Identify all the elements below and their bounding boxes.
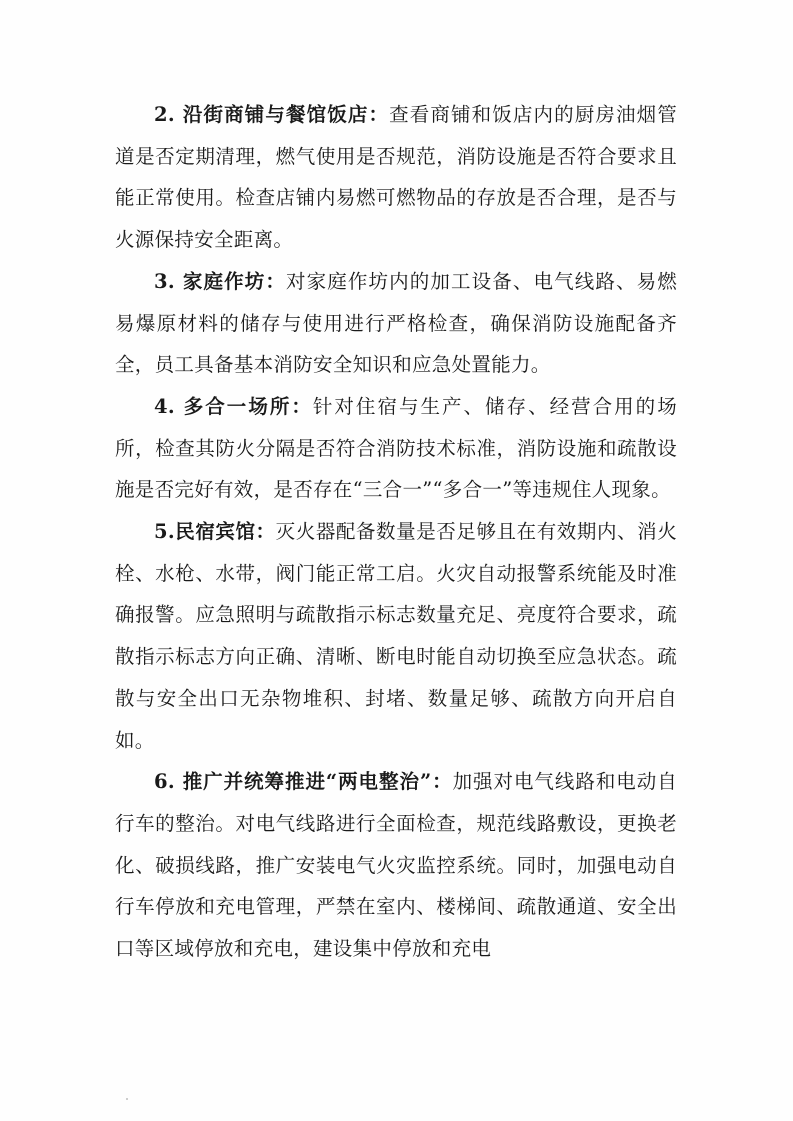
document-body: [115, 94, 677, 970]
paragraph-heading: 6. 推广并统筹推进“两电整治”：: [154, 770, 453, 794]
paragraph-text: 查看商铺和饭店内的厨房油烟管道是否定期清理，燃气使用是否规范，消防设施是否符合要求且能正常使用。检查店铺内易燃可燃物品的存放是否合理，是否与火源保持安全距离。: [115, 103, 678, 252]
scan-speck: [126, 1098, 128, 1100]
paragraph-heading: 2. 沿街商铺与餐馆饭店：: [154, 103, 390, 126]
paragraph-heading: 3. 家庭作坊：: [154, 269, 286, 293]
paragraph-shops-restaurants: [115, 94, 677, 261]
paragraph-text: 灭火器配备数量是否足够且在有效期内、消火栓、水枪、水带，阀门能正常工启。火灾自动报警系统能及时准确报警。应急照明与疏散指示标志数量充足、亮度符合要求，疏散指示标志方向正确、清晰、断电时能自动切换至应急状态。疏散与安全出口无杂物堆积、封堵、数量足够、疏散方向开启自如。: [115, 520, 677, 752]
paragraph-text: 针对住宿与生产、储存、经营合用的场所，检查其防火分隔是否符合消防技术标准，消防设施和疏散设施是否完好有效，是否存在“三合一”“多合一”等违规住人现象。: [115, 394, 677, 502]
paragraph-two-electric-rectification: [115, 761, 677, 970]
paragraph-homestays-hotels: [115, 511, 677, 761]
paragraph-text: 加强对电气线路和电动自行车的整治。对电气线路进行全面检查，规范线路敷设，更换老化、破损线路，推广安装电气火灾监控系统。同时，加强电动自行车停放和充电管理，严禁在室内、楼梯间、疏散通道、安全出口等区域停放和充电，建设集中停放和充电: [115, 770, 677, 961]
paragraph-text: 对家庭作坊内的加工设备、电气线路、易燃易爆原材料的储存与使用进行严格检查，确保消防设施配备齐全，员工具备基本消防安全知识和应急处置能力。: [115, 269, 677, 377]
paragraph-family-workshops: [115, 261, 677, 386]
paragraph-heading: 4. 多合一场所：: [154, 394, 313, 418]
paragraph-heading: 5.民宿宾馆：: [154, 520, 276, 544]
paragraph-multi-use-premises: [115, 386, 677, 511]
